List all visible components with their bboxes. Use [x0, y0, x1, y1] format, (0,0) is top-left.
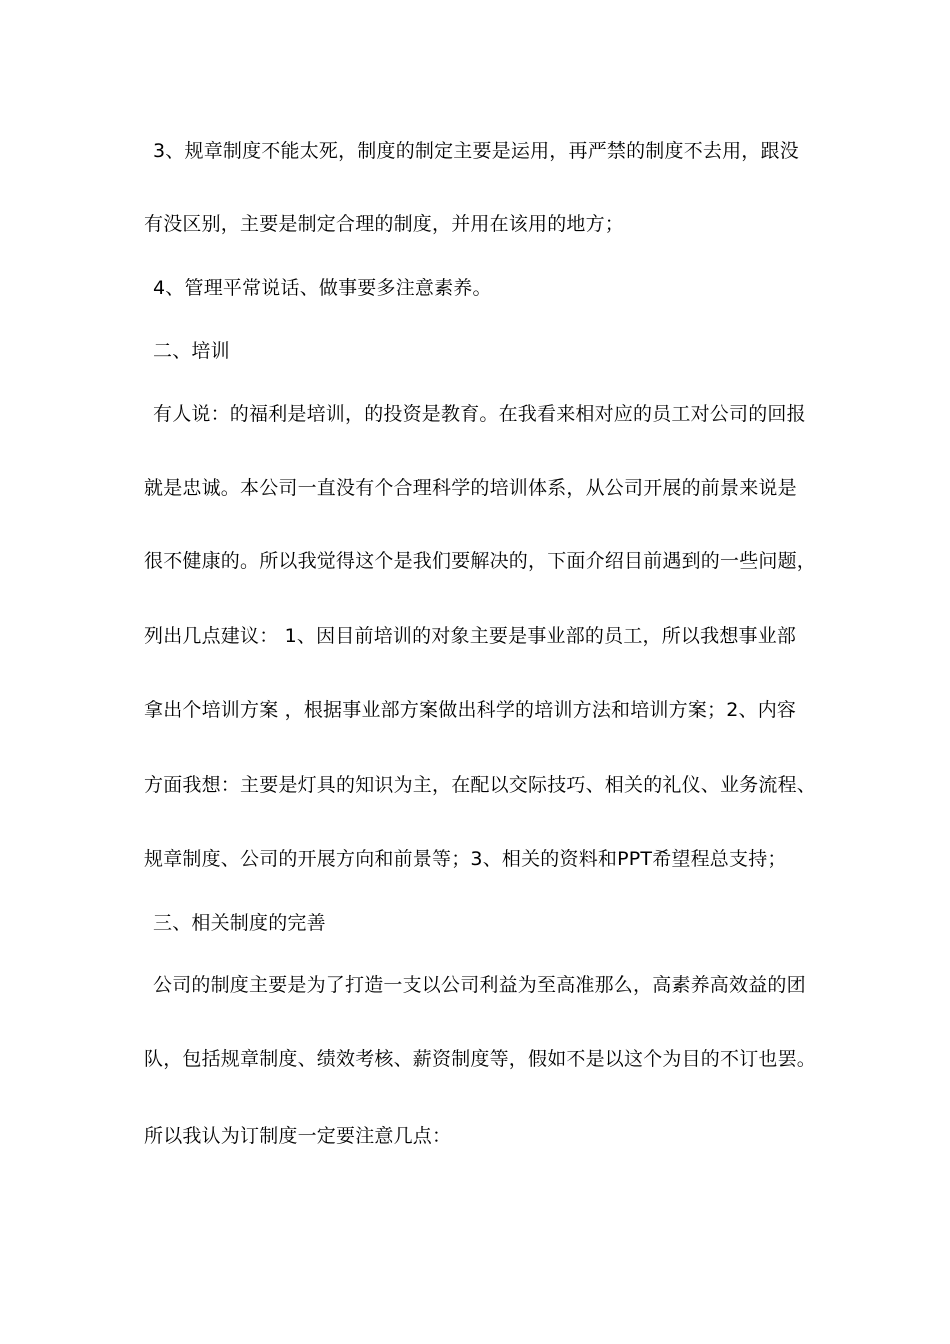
paragraph-training-line-3: 很不健康的。所以我觉得这个是我们要解决的，下面介绍目前遇到的一些问题，	[144, 550, 817, 572]
paragraph-training-line-1: 有人说：的福利是培训，的投资是教育。在我看来相对应的员工对公司的回报	[153, 403, 806, 425]
paragraph-system-line-1: 公司的制度主要是为了打造一支以公司利益为至高准那么，高素养高效益的团	[153, 974, 806, 996]
paragraph-rule-4: 4、管理平常说话、做事要多注意素养。	[153, 277, 492, 299]
paragraph-system-line-2: 队，包括规章制度、绩效考核、薪资制度等，假如不是以这个为目的不订也罢。	[144, 1048, 817, 1070]
paragraph-training-line-7: 规章制度、公司的开展方向和前景等；3、相关的资料和PPT希望程总支持；	[144, 848, 787, 870]
paragraph-training-line-6: 方面我想：主要是灯具的知识为主，在配以交际技巧、相关的礼仪、业务流程、	[144, 774, 817, 796]
paragraph-training-line-5: 拿出个培训方案 ，根据事业部方案做出科学的培训方法和培训方案；2、内容	[144, 699, 797, 721]
section-heading-system: 三、相关制度的完善	[153, 912, 326, 934]
paragraph-training-line-4: 列出几点建议： 1、因目前培训的对象主要是事业部的员工，所以我想事业部	[144, 625, 797, 647]
section-heading-training: 二、培训	[153, 340, 230, 362]
paragraph-rule-3: 3、规章制度不能太死，制度的制定主要是运用，再严禁的制度不去用，跟没	[153, 140, 799, 162]
paragraph-rule-3-cont: 有没区别，主要是制定合理的制度，并用在该用的地方；	[144, 213, 625, 235]
paragraph-system-line-3: 所以我认为订制度一定要注意几点：	[144, 1125, 452, 1147]
paragraph-training-line-2: 就是忠诚。本公司一直没有个合理科学的培训体系，从公司开展的前景来说是	[144, 477, 797, 499]
